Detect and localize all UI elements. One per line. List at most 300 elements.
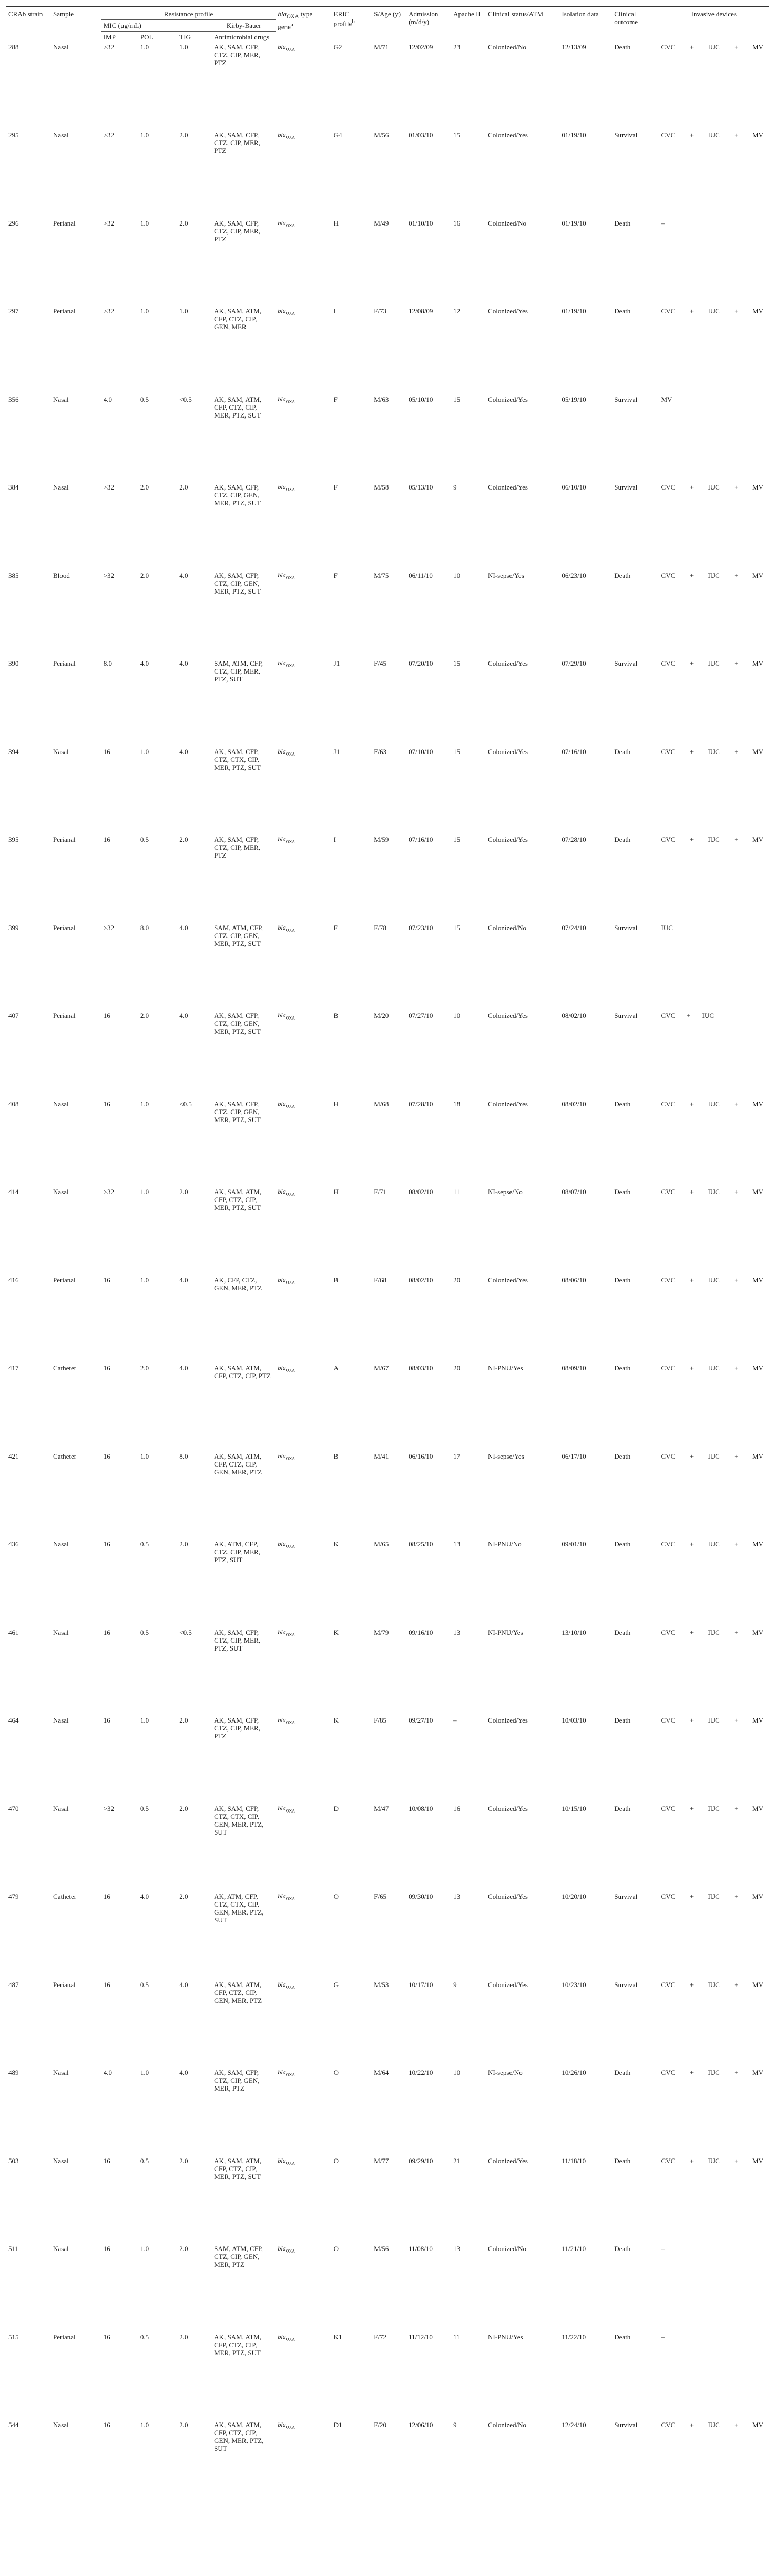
col-devices: Invasive devices [659, 7, 769, 43]
apache-cell: 11 [453, 1188, 460, 1196]
device-item: IUC [708, 307, 720, 315]
pol-cell: 0.5 [140, 1540, 149, 1548]
strain-cell: 385 [8, 571, 19, 579]
device-item: IUC [708, 1540, 720, 1548]
device-item: CVC [661, 747, 676, 756]
isolation-cell: 01/19/10 [562, 219, 586, 227]
device-item: – [661, 219, 665, 227]
admission-cell: 12/06/10 [406, 2421, 451, 2509]
device-item: IUC [708, 571, 720, 579]
sex-age-cell: M/71 [374, 43, 389, 51]
device-item: + [689, 2156, 694, 2165]
admission-cell: 07/28/10 [409, 1099, 433, 1108]
drugs-cell: AK, SAM, CFP, CTZ, CIP, GEN, MER, PTZ, SUT [214, 571, 261, 595]
table-row [6, 2157, 769, 2245]
devices-cell [659, 307, 769, 395]
device-item: CVC [661, 1188, 676, 1196]
isolation-cell: 07/24/10 [562, 923, 586, 932]
sample-cell: Perianal [53, 2333, 76, 2341]
device-item: + [734, 43, 738, 51]
outcome-cell: Survival [612, 2421, 659, 2509]
header-row-1 [6, 7, 769, 20]
device-item: CVC [661, 1099, 676, 1108]
admission-cell: 01/10/10 [409, 219, 433, 227]
gene-cell: bla$_{OXA}$ [278, 1012, 295, 1021]
table-row [6, 748, 769, 836]
table-row [6, 131, 769, 219]
devices-list [661, 483, 767, 491]
pol-cell: 1.0 [140, 1276, 149, 1284]
device-item: CVC [661, 1892, 676, 1900]
devices-list [661, 1716, 767, 1724]
devices-list [661, 659, 767, 667]
devices-list [661, 1892, 767, 1900]
pol-cell: 1.0 [140, 219, 149, 227]
pol-cell: 2.0 [140, 571, 149, 579]
sex-age-cell: M/56 [374, 2245, 389, 2253]
sample-cell: Perianal [53, 1980, 76, 1989]
device-item: + [687, 1012, 691, 1020]
tig-cell: 2.0 [179, 1804, 188, 1813]
table-row [6, 1100, 769, 1188]
imp-cell: 8.0 [103, 659, 112, 667]
device-item: + [734, 1364, 738, 1372]
apache-cell: 10 [453, 2069, 461, 2076]
device-item: CVC [661, 1012, 676, 1020]
pol-cell: 2.0 [140, 483, 149, 491]
drugs-cell: AK, SAM, CFP, CTZ, CIP, GEN, MER, PTZ, SUT [214, 1099, 261, 1124]
pol-cell: 1.0 [140, 1099, 149, 1108]
sex-age-cell: F/72 [374, 2333, 387, 2341]
status-cell: Colonized/Yes [488, 1804, 528, 1813]
strain-cell: 417 [8, 1364, 19, 1372]
imp-cell: 16 [103, 1364, 110, 1372]
strain-cell: 511 [8, 2245, 19, 2253]
pol-cell: 8.0 [140, 923, 149, 932]
sex-age-cell: M/64 [374, 2069, 389, 2076]
eric-cell: O [333, 2069, 339, 2076]
device-item: IUC [708, 2421, 720, 2429]
device-item: + [689, 1892, 694, 1900]
eric-cell: F [333, 395, 338, 403]
sex-age-cell: M/49 [374, 219, 389, 227]
isolation-cell: 11/22/10 [562, 2333, 586, 2341]
admission-cell: 10/22/10 [409, 2069, 433, 2076]
device-item: CVC [661, 1628, 676, 1636]
devices-list [661, 2069, 767, 2076]
device-item: MV [752, 1716, 763, 1724]
outcome-cell: Survival [614, 1012, 638, 1020]
device-item: + [734, 1892, 738, 1900]
eric-cell: O [333, 2156, 339, 2165]
drugs-cell: AK, SAM, CFP, CTZ, CTX, CIP, MER, PTZ, SUT [214, 747, 261, 771]
admission-cell: 07/23/10 [409, 923, 433, 932]
col-status: Clinical status/ATM [486, 7, 559, 43]
strain-cell: 544 [6, 2421, 51, 2509]
device-item: IUC [708, 1452, 720, 1460]
outcome-cell: Death [614, 1099, 631, 1108]
device-item: + [689, 1628, 694, 1636]
isolation-cell: 10/23/10 [562, 1980, 586, 1989]
imp-cell: 16 [101, 2421, 138, 2509]
pol-cell: 0.5 [140, 1804, 149, 1813]
eric-cell: G2 [333, 43, 342, 51]
device-item: + [734, 2421, 738, 2429]
col-resistance: Resistance profile [101, 7, 276, 20]
device-item: IUC [708, 1188, 720, 1196]
admission-cell: 07/20/10 [409, 659, 433, 667]
device-item: CVC [661, 836, 676, 843]
device-item: IUC [702, 1012, 715, 1020]
devices-cell [659, 748, 769, 836]
tig-cell: 2.0 [179, 2245, 188, 2253]
apache-cell: 10 [453, 571, 461, 579]
sample-cell: Catheter [53, 1364, 77, 1372]
tig-cell: 4.0 [179, 659, 188, 667]
col-eric: ERIC profile$^b$ [332, 7, 372, 43]
device-item: + [689, 307, 694, 315]
device-item: MV [752, 1892, 763, 1900]
eric-cell: B [333, 1276, 339, 1284]
drugs-cell: AK, SAM, ATM, CFP, CTZ, CIP, MER, PTZ, SUT [214, 1188, 262, 1211]
device-item: + [689, 2421, 694, 2429]
devices-list [661, 924, 767, 932]
tig-cell: 2.0 [179, 2333, 188, 2341]
table-row [6, 836, 769, 924]
outcome-cell: Death [614, 1804, 631, 1813]
tig-cell: 2.0 [179, 219, 188, 227]
isolation-cell: 08/02/10 [562, 1012, 586, 1020]
isolation-cell: 11/21/10 [562, 2245, 586, 2253]
pol-cell: 4.0 [140, 1892, 149, 1900]
isolation-cell: 08/09/10 [562, 1364, 586, 1372]
drugs-cell: AK, SAM, CFP, CTZ, CIP, MER, PTZ [214, 219, 260, 243]
devices-list [661, 395, 767, 403]
sex-age-cell: M/75 [374, 571, 389, 579]
device-item: MV [752, 2421, 763, 2429]
status-cell: NI-sepse/Yes [488, 1452, 524, 1460]
status-cell: Colonized/Yes [488, 659, 528, 667]
device-item: + [689, 1716, 694, 1724]
sample-cell: Nasal [53, 2156, 69, 2165]
devices-cell [659, 1012, 769, 1100]
table-body [6, 43, 769, 2509]
eric-cell: O [333, 1892, 339, 1900]
isolation-cell: 10/03/10 [562, 1716, 586, 1724]
table-row [6, 1188, 769, 1276]
apache-cell: 15 [453, 131, 461, 139]
sample-cell: Nasal [53, 747, 69, 756]
gene-cell: bla$_{OXA}$ [278, 1188, 295, 1197]
pol-cell: 2.0 [140, 1364, 149, 1372]
table-row [6, 1628, 769, 1717]
device-item: MV [752, 43, 763, 51]
apache-cell: 13 [453, 1540, 461, 1548]
imp-cell: 16 [103, 1892, 110, 1900]
imp-cell: >32 [103, 923, 115, 932]
device-item: IUC [708, 1628, 720, 1636]
table-row [6, 924, 769, 1012]
devices-list [661, 2421, 767, 2429]
outcome-cell: Survival [614, 131, 638, 139]
device-item: CVC [661, 2069, 676, 2076]
tig-cell: 4.0 [179, 1276, 188, 1284]
device-item: + [689, 1188, 694, 1196]
device-item: IUC [708, 1364, 720, 1372]
devices-cell [659, 395, 769, 484]
admission-cell: 05/10/10 [409, 395, 433, 403]
pol-cell: 1.0 [140, 131, 149, 139]
eric-cell: B [333, 1452, 339, 1460]
sample-cell: Catheter [53, 1892, 77, 1900]
table-row [6, 1012, 769, 1100]
devices-list [661, 572, 767, 579]
strain-cell: 407 [8, 1012, 19, 1020]
sex-age-cell: M/59 [374, 836, 389, 843]
devices-cell [659, 924, 769, 1012]
devices-list [661, 1805, 767, 1813]
pol-cell: 1.0 [140, 1452, 149, 1460]
devices-list [661, 1188, 767, 1196]
pol-cell: 0.5 [140, 2333, 149, 2341]
device-item: MV [752, 1276, 763, 1284]
sex-age-cell: F/63 [374, 747, 387, 756]
table-row [6, 483, 769, 572]
gene-cell: bla$_{OXA}$ [278, 1364, 295, 1373]
device-item: + [689, 747, 694, 756]
sample-cell: Catheter [53, 1452, 77, 1460]
outcome-cell: Survival [614, 1892, 638, 1900]
admission-cell: 08/02/10 [409, 1276, 433, 1284]
table-row [6, 1981, 769, 2069]
sex-age-cell: M/63 [374, 395, 389, 403]
apache-cell: 18 [453, 1099, 461, 1108]
device-item: + [734, 1540, 738, 1548]
device-item: CVC [661, 1716, 676, 1724]
pol-cell: 1.0 [140, 307, 149, 315]
device-item: + [689, 43, 694, 51]
col-pol: POL [138, 32, 177, 43]
device-item: MV [752, 1188, 763, 1196]
gene-cell: bla$_{OXA}$ [278, 2156, 295, 2165]
isolation-cell: 06/10/10 [562, 483, 586, 491]
isolation-cell: 05/19/10 [562, 395, 586, 403]
isolation-cell: 06/23/10 [562, 571, 586, 579]
strain-cell: 487 [8, 1980, 19, 1989]
admission-cell: 09/16/10 [409, 1628, 433, 1636]
drugs-cell: SAM, ATM, CFP, CTZ, CIP, GEN, MER, PTZ, SUT [214, 923, 263, 948]
eric-cell: K1 [333, 2333, 342, 2341]
device-item: IUC [708, 43, 720, 51]
device-item: + [689, 131, 694, 139]
gene-cell: bla$_{OXA}$ [278, 2245, 295, 2254]
strain-cell: 461 [8, 1628, 19, 1636]
device-item: + [689, 483, 694, 491]
eric-cell: K [333, 1628, 339, 1636]
isolation-cell: 08/07/10 [562, 1188, 586, 1196]
outcome-cell: Death [614, 307, 631, 315]
apache-cell: 23 [453, 43, 461, 51]
tig-cell: 2.0 [179, 2156, 188, 2165]
imp-cell: >32 [103, 571, 115, 579]
imp-cell: 4.0 [103, 395, 112, 403]
device-item: + [734, 1188, 738, 1196]
sex-age-cell: M/53 [374, 1980, 389, 1989]
admission-cell: 09/29/10 [409, 2156, 433, 2165]
devices-list [661, 307, 767, 315]
outcome-cell: Death [614, 1540, 631, 1548]
pol-cell: 1.0 [140, 2245, 149, 2253]
devices-list [661, 1452, 767, 1460]
apache-cell: 17 [453, 1452, 461, 1460]
device-item: CVC [661, 307, 676, 315]
apache-cell: 9 [451, 2421, 486, 2509]
drugs-cell: AK, SAM, ATM, CFP, CTZ, CIP, MER, PTZ, SUT [214, 2156, 262, 2181]
status-cell: Colonized/Yes [488, 1276, 528, 1284]
status-cell: Colonized/No [488, 43, 526, 51]
table-row [6, 2069, 769, 2157]
tig-cell: 2.0 [177, 2421, 212, 2509]
sample-cell: Nasal [53, 2069, 69, 2076]
tig-cell: 2.0 [179, 1716, 188, 1724]
isolation-cell: 09/01/10 [562, 1540, 586, 1548]
sample-cell: Perianal [53, 219, 76, 227]
status-cell: Colonized/No [488, 2245, 526, 2253]
imp-cell: 16 [103, 1452, 110, 1460]
device-item: MV [752, 659, 763, 667]
device-item: MV [752, 1540, 763, 1548]
devices-cell [659, 2245, 769, 2333]
status-cell: Colonized/Yes [488, 307, 528, 315]
device-item: CVC [661, 1364, 676, 1372]
eric-cell: K [333, 1540, 339, 1548]
sex-age-cell: M/56 [374, 131, 389, 139]
col-admission: Admission (m/d/y) [406, 7, 451, 43]
device-item: + [734, 747, 738, 756]
table-row [6, 1805, 769, 1893]
col-strain: CRAb strain [6, 7, 51, 43]
strain-cell: 297 [8, 307, 19, 315]
resistance-table [6, 6, 769, 2509]
admission-cell: 11/08/10 [409, 2245, 433, 2253]
device-item: CVC [661, 1276, 676, 1284]
table-row [6, 1452, 769, 1541]
device-item: MV [752, 483, 763, 491]
imp-cell: >32 [103, 307, 115, 315]
apache-cell: 11 [453, 2333, 460, 2341]
strain-cell: 390 [8, 659, 19, 667]
drugs-cell: AK, SAM, ATM, CFP, CTZ, CIP, MER, PTZ, SUT [214, 2333, 262, 2357]
drugs-cell: SAM, ATM, CFP, CTZ, CIP, GEN, MER, PTZ [214, 2245, 263, 2268]
devices-cell [659, 1188, 769, 1276]
device-item: + [689, 1804, 694, 1813]
device-item: + [689, 1364, 694, 1372]
device-item: IUC [708, 659, 720, 667]
device-item: IUC [708, 1804, 720, 1813]
isolation-cell: 12/13/09 [562, 43, 586, 51]
devices-list [661, 1628, 767, 1636]
drugs-cell: AK, SAM, ATM, CFP, CTZ, CIP, GEN, MER, PTZ [214, 1452, 262, 1476]
table-row [6, 1716, 769, 1805]
imp-cell: 4.0 [103, 2069, 112, 2076]
imp-cell: 16 [103, 1276, 110, 1284]
drugs-cell: AK, SAM, ATM, CFP, CTZ, CIP, GEN, MER, PTZ [214, 1980, 262, 2004]
sample-cell: Nasal [53, 483, 69, 491]
sex-age-cell: M/65 [374, 1540, 389, 1548]
device-item: CVC [661, 43, 676, 51]
strain-cell: 414 [8, 1188, 19, 1196]
imp-cell: 16 [103, 836, 110, 843]
device-item: + [689, 1980, 694, 1989]
device-item: + [734, 2069, 738, 2076]
devices-cell [659, 1452, 769, 1541]
device-item: + [689, 1452, 694, 1460]
tig-cell: 2.0 [179, 1540, 188, 1548]
sample-cell: Nasal [53, 131, 69, 139]
devices-cell [659, 483, 769, 572]
tig-cell: 4.0 [179, 923, 188, 932]
tig-cell: 4.0 [179, 1980, 188, 1989]
devices-cell [659, 219, 769, 308]
strain-cell: 503 [8, 2156, 19, 2165]
device-item: + [734, 131, 738, 139]
devices-cell [659, 1100, 769, 1188]
eric-cell: O [333, 2245, 339, 2253]
device-item: CVC [661, 1452, 676, 1460]
devices-list [661, 836, 767, 843]
device-item: MV [752, 836, 763, 843]
strain-cell: 470 [8, 1804, 19, 1813]
gene-cell: bla$_{OXA}$ [278, 1452, 295, 1461]
gene-cell: bla$_{OXA}$ [278, 836, 295, 844]
isolation-cell: 10/26/10 [562, 2069, 586, 2076]
device-item: + [734, 1980, 738, 1989]
device-item: IUC [708, 1716, 720, 1724]
device-item: MV [752, 1980, 763, 1989]
col-tig: TIG [177, 32, 212, 43]
device-item: CVC [661, 1540, 676, 1548]
devices-cell [659, 2333, 769, 2421]
device-item: IUC [708, 483, 720, 491]
isolation-cell: 10/20/10 [562, 1892, 586, 1900]
outcome-cell: Death [614, 1628, 631, 1636]
sex-age-cell: F/78 [374, 923, 387, 932]
table-row [6, 1892, 769, 1981]
device-item: MV [752, 1364, 763, 1372]
isolation-cell: 12/24/10 [559, 2421, 612, 2509]
sex-age-cell: M/47 [374, 1804, 389, 1813]
col-mic: MIC (µg/mL) [101, 20, 212, 32]
pol-cell: 1.0 [140, 2069, 149, 2076]
eric-cell: F [333, 483, 338, 491]
eric-cell: B [333, 1012, 339, 1020]
status-cell: Colonized/Yes [488, 483, 528, 491]
isolation-cell: 08/06/10 [562, 1276, 586, 1284]
outcome-cell: Survival [614, 923, 638, 932]
sample-cell: Perianal [53, 1012, 76, 1020]
devices-cell [659, 43, 769, 131]
imp-cell: >32 [103, 219, 115, 227]
device-item: + [734, 1452, 738, 1460]
drugs-cell: AK, SAM, ATM, CFP, CTZ, CIP, GEN, MER [214, 307, 262, 331]
strain-cell: 295 [8, 131, 19, 139]
device-item: + [689, 1540, 694, 1548]
gene-cell: bla$_{OXA}$ [278, 923, 295, 932]
col-gene: bla$_{OXA}$ type gene$^a$ [276, 7, 331, 43]
gene-cell: bla$_{OXA}$ [278, 43, 295, 52]
strain-cell: 436 [8, 1540, 19, 1548]
device-item: MV [661, 395, 672, 403]
